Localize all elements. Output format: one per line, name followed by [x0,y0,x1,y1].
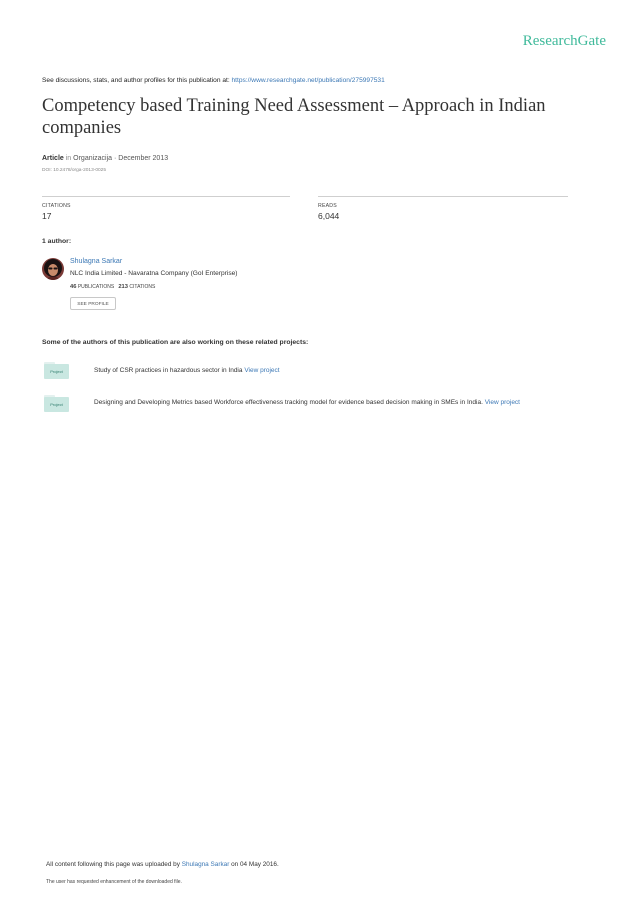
publication-title: Competency based Training Need Assessment – Approach in Indian companies [42,96,546,138]
reads-label: READS [318,203,337,209]
enhancement-note: The user has requested enhancement of the downloaded file. [46,879,182,885]
author-avatar[interactable] [42,258,64,280]
citations-label: CITATIONS [42,203,71,209]
project-icon-label: Project [50,402,63,407]
project-title: Designing and Developing Metrics based Workforce effectiveness tracking model for evidence based decision making in SMEs in India. [94,399,483,406]
author-citations-count: 213 [118,284,128,290]
project-title: Study of CSR practices in hazardous sector in India [94,367,243,374]
publication-meta [42,155,168,162]
discussion-notice-text: See discussions, stats, and author profiles for this publication at: [42,77,230,84]
reads-count: 6,044 [318,211,340,221]
author-publications-count: 46 [70,284,77,290]
see-profile-button[interactable]: SEE PROFILE [70,297,116,310]
doi: DOI: 10.2478/orga-2013-0025 [42,168,107,173]
related-project-item [94,399,520,406]
author-publications-label: PUBLICATIONS [77,284,115,290]
uploader-link[interactable]: Shulagna Sarkar [181,861,230,868]
publication-url-link[interactable]: https://www.researchgate.net/publication/275997531 [231,77,385,84]
reads-divider [318,196,568,197]
citations-count: 17 [42,211,52,221]
view-project-link[interactable]: View project [244,367,280,374]
discussion-notice [42,77,385,84]
author-affiliation: NLC India Limited - Navaratna Company (GoI Enterprise) [70,270,238,277]
authors-heading: 1 author: [42,238,72,245]
citations-divider [42,196,290,197]
author-citations-label: CITATIONS [129,284,156,290]
publication-date: · December 2013 [114,155,169,162]
publication-in-label: in [65,155,72,162]
upload-notice-suffix: on 04 May 2016. [231,861,279,868]
author-stats [70,284,155,290]
publication-type: Article [42,155,64,162]
researchgate-logo[interactable]: ResearchGate [522,33,606,49]
project-folder-icon[interactable] [44,362,69,379]
project-icon-label: Project [50,369,63,374]
view-project-link[interactable]: View project [484,399,520,406]
related-project-item [94,367,280,374]
project-folder-icon[interactable] [44,395,69,412]
upload-notice-prefix: All content following this page was uploaded by [46,861,180,868]
author-name-link[interactable]: Shulagna Sarkar [70,258,123,265]
journal-name[interactable]: Organizacija [73,155,113,162]
upload-notice [46,861,279,868]
related-projects-heading: Some of the authors of this publication are also working on these related projects: [42,339,309,346]
